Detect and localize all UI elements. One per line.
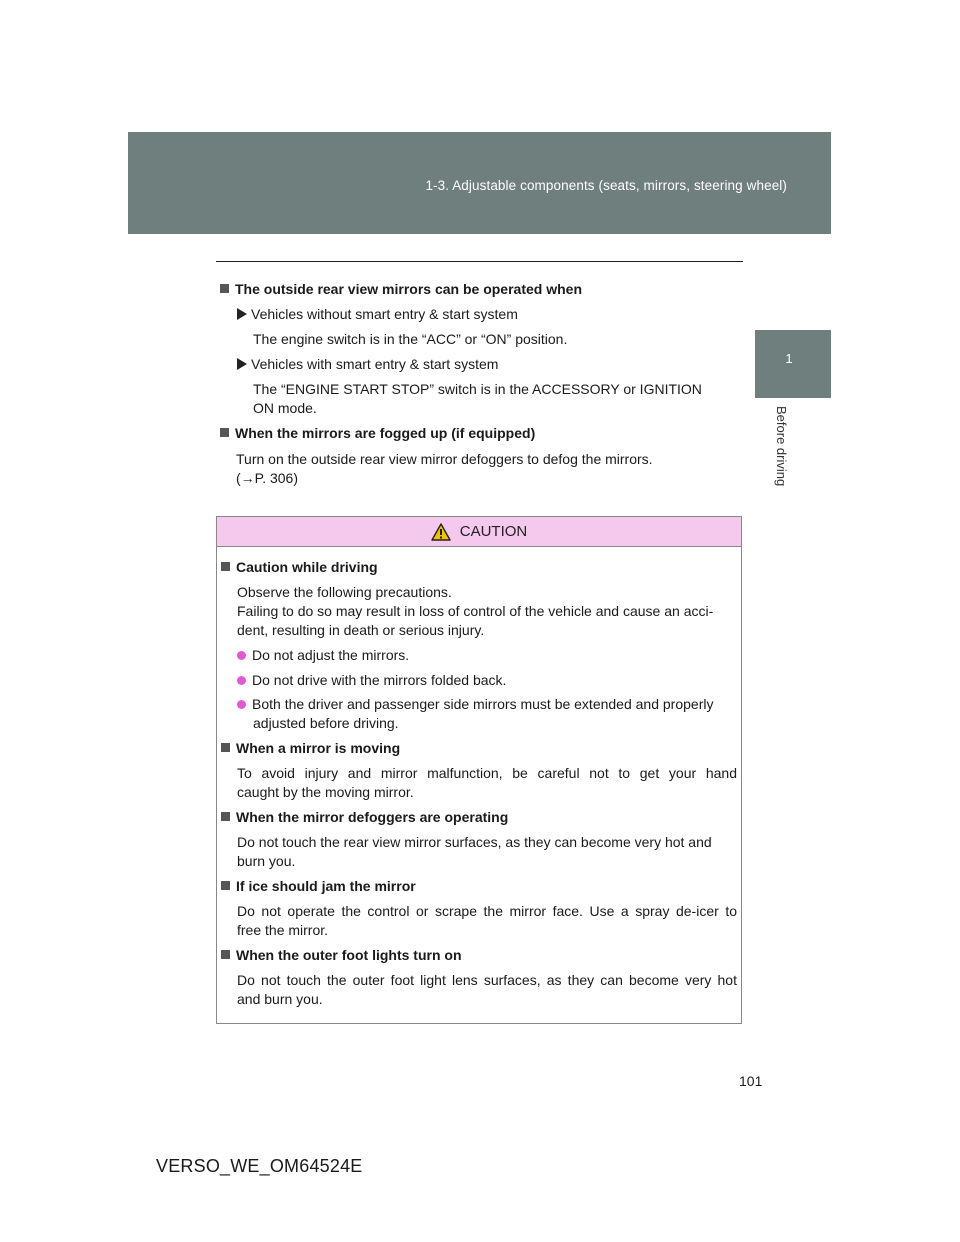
driving-bullet3-line2: adjusted before driving.: [253, 715, 399, 731]
operated-heading-row: [220, 280, 742, 300]
document-code: VERSO_WE_OM64524E: [156, 1156, 363, 1176]
fogged-text-2: (→P. 306): [236, 470, 298, 486]
section-title: 1-3. Adjustable components (seats, mirrors, steering wheel): [425, 178, 787, 193]
driving-bullet2-row: [237, 671, 754, 691]
dot-bullet-icon: [237, 651, 246, 660]
driving-heading-row: [221, 558, 738, 578]
driving-line1: Observe the following precautions.: [237, 584, 452, 600]
defoggers-heading: When the mirror defoggers are operating: [236, 809, 509, 825]
operated-item1-text: The engine switch is in the “ACC” or “ON” position.: [253, 331, 568, 347]
moving-line2: caught by the moving mirror.: [237, 784, 414, 800]
driving-bullet2: Do not drive with the mirrors folded back.: [252, 672, 507, 688]
footlights-line1: Do not touch the outer foot light lens surfaces, as they can become very hot: [237, 972, 737, 988]
driving-bullet1: Do not adjust the mirrors.: [252, 647, 410, 663]
warning-triangle-icon: [431, 523, 451, 541]
chapter-label: Before driving: [774, 406, 789, 487]
ice-heading-row: [221, 877, 738, 897]
driving-line3: dent, resulting in death or serious injury.: [237, 622, 485, 638]
operated-item1-label: Vehicles without smart entry & start system: [251, 306, 518, 322]
triangle-arrow-icon: [237, 358, 247, 370]
operated-item2-row: [237, 355, 759, 375]
fogged-heading-row: [220, 424, 742, 444]
defoggers-line1: Do not touch the rear view mirror surfaces, as they can become very hot and: [237, 834, 712, 850]
operated-item2-label: Vehicles with smart entry & start system: [251, 356, 499, 372]
operated-item1-row: [237, 305, 759, 325]
dot-bullet-icon: [237, 676, 246, 685]
square-bullet-icon: [221, 881, 230, 890]
fogged-text-1: Turn on the outside rear view mirror defoggers to defog the mirrors.: [236, 451, 653, 467]
square-bullet-icon: [221, 743, 230, 752]
fogged-heading: When the mirrors are fogged up (if equipped): [235, 425, 536, 441]
driving-bullet3-row: [237, 695, 742, 715]
driving-heading: Caution while driving: [236, 559, 378, 575]
moving-line1: To avoid injury and mirror malfunction, be careful not to get your hand: [237, 765, 737, 781]
caution-header: [217, 517, 741, 547]
ice-line2: free the mirror.: [237, 922, 329, 938]
caution-box: [216, 516, 742, 1024]
footlights-line2: and burn you.: [237, 991, 323, 1007]
square-bullet-icon: [220, 428, 229, 437]
defoggers-line2: burn you.: [237, 853, 296, 869]
moving-heading-row: [221, 739, 738, 759]
moving-heading: When a mirror is moving: [236, 740, 401, 756]
defoggers-heading-row: [221, 808, 738, 828]
square-bullet-icon: [221, 562, 230, 571]
driving-bullet1-row: [237, 646, 754, 666]
triangle-arrow-icon: [237, 308, 247, 320]
operated-heading: The outside rear view mirrors can be operated when: [235, 281, 582, 297]
ice-heading: If ice should jam the mirror: [236, 878, 416, 894]
square-bullet-icon: [220, 284, 229, 293]
caution-title: CAUTION: [459, 523, 528, 540]
square-bullet-icon: [221, 812, 230, 821]
page-number: 101: [739, 1073, 763, 1089]
square-bullet-icon: [221, 950, 230, 959]
dot-bullet-icon: [237, 700, 246, 709]
footlights-heading: When the outer foot lights turn on: [236, 947, 462, 963]
operated-item2-text-2: ON mode.: [253, 400, 317, 416]
chapter-number: 1: [785, 351, 793, 366]
driving-line2: Failing to do so may result in loss of control of the vehicle and cause an acci-: [237, 603, 714, 619]
footlights-heading-row: [221, 946, 738, 966]
section-divider: [216, 261, 743, 262]
header-band: [128, 132, 831, 234]
driving-bullet3-line1: Both the driver and passenger side mirrors must be extended and properly: [252, 696, 714, 712]
ice-line1: Do not operate the control or scrape the mirror face. Use a spray de-icer to: [237, 903, 737, 919]
operated-item2-text-1: The “ENGINE START STOP” switch is in the ACCESSORY or IGNITION: [253, 381, 702, 397]
